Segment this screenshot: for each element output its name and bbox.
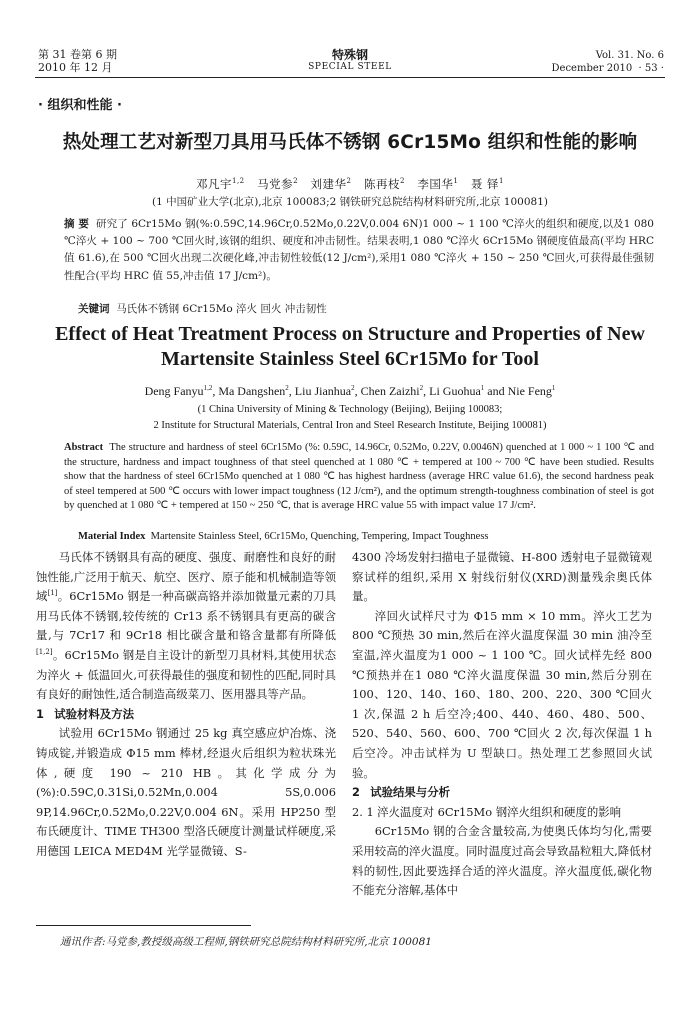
author-cn: 聂 铎$^1$: [470, 177, 504, 191]
abstract-cn-text: 研究了 6Cr15Mo 钢(%:0.59C,14.96Cr,0.52Mo,0.22V,0.004 6N)1 000 ~ 1 100 ℃淬火的组织和硬度,以及1 080 ℃淬火 + 100 ~ 700 ℃回火时,该钢的组织、硬度和冲击韧性。结果表明,1 080 ℃淬火 6Cr15Mo 钢硬度值最高(平均 HRC 值 61.6),在 500 ℃回火出现二次硬化峰,冲击韧性较低(12 J/cm²),采用1 080 ℃淬火 + 150 ~ 250 ℃回火,可获得最佳强韧性配合(平均 HRC 值 55,冲击值 17 J/cm²)。: [64, 218, 654, 282]
paper-title-en: Effect of Heat Treatment Process on Structure and Properties of New Martensite Stainless Steel 6Cr15Mo for Tool: [55, 323, 645, 370]
date-en: December 2010: [551, 63, 633, 74]
authors-cn: [0, 176, 700, 192]
abstract-en-label: Abstract: [64, 442, 104, 453]
header-rule: [35, 77, 665, 78]
affiliation-cn: (1 中国矿业大学(北京),北京 100083;2 钢铁研究总院结构材料研究所,北京 100081): [152, 196, 548, 208]
materials-paragraph-cont: 4300 冷场发射扫描电子显微镜、H-800 透射电子显微镜观察试样的组织,采用 X 射线衍射仪(XRD)测量残余奥氏体量。: [352, 550, 652, 604]
author-en: Deng Fanyu$^{1,2}$,: [144, 384, 219, 398]
author-cn: 李国华$^1$: [417, 177, 459, 191]
citation[interactable]: [1,2]: [36, 648, 53, 657]
materials-paragraph: 试验用 6Cr15Mo 钢通过 25 kg 真空感应炉冶炼、浇铸成锭,并锻造成 Φ15 mm 棒材,经退火后组织为粒状珠光体,硬度 190 ~ 210 HB。其化学成分为(%):0.59C,0.31Si,0.52Mn,0.004 5S,0.006 9P,14.96Cr,0.52Mo,0.22V,0.004 6N。采用 HP250 型布氏硬度计、TIME TH300 型洛氏硬度计测量试样硬度,采用德国 LEICA MED4M 光学显微镜、S-: [36, 726, 336, 858]
footnote-rule: [36, 925, 251, 926]
abstract-en-text: The structure and hardness of steel 6Cr15Mo (%: 0.59C, 14.96Cr, 0.52Mo, 0.22V, 0.0046N) quenched at 1 000 ~ 1 100 ℃ and the structure, hardness and impact toughness of that steel quenched at 1 080 ℃ + tempered at 100 ~ 700 ℃ have been studied. Results show that the hardness of steel 6Cr15Mo quenched at 1 080 ℃ has highest hardness (average HRC value 61.6), the second hardness peak of steel tempered at 500 ℃ occurs with lower impact toughness (12 J/cm²), and the optimum strength-toughness combination of steel is got by quenched at 1 080 ℃ + tempered at 150 ~ 250 ℃, that is average HRC value 55 with impact value 17 J/cm².: [64, 442, 654, 511]
volume-en: Vol. 31. No. 6: [595, 50, 664, 61]
body-column-left: [36, 548, 336, 862]
author-en: Ma Dangshen$^2$,: [218, 384, 295, 398]
section-heading: 1 试验材料及方法: [36, 706, 134, 721]
heat-treatment-paragraph: 淬回火试样尺寸为 Φ15 mm × 10 mm。淬火工艺为 800 ℃预热 30 min,然后在淬火温度保温 30 min 油冷至室温,淬火温度为1 000 ~ 1 100 ℃。回火试样先经 800 ℃预热并在1 080 ℃淬火温度保温 30 min,然后分别在 100、120、140、160、180、200、220、300 ℃回火 1 次,保温 2 h 后空冷;400、440、460、480、500、520、540、560、600、700 ℃回火 2 次,每次保温 1 h 后空冷。冲击试样为 U 型缺口。热处理工艺参照回火试验。: [352, 608, 652, 780]
journal-name-en: SPECIAL STEEL: [308, 62, 392, 72]
abstract-cn-label: 摘 要: [64, 218, 90, 230]
author-cn: 陈再枝$^2$: [363, 177, 405, 191]
keywords-cn-text: 马氏体不锈钢 6Cr15Mo 淬火 回火 冲击韧性: [116, 303, 327, 315]
citation[interactable]: [1]: [47, 589, 58, 598]
keywords-en-text: Martensite Stainless Steel, 6Cr15Mo, Quenching, Tempering, Impact Toughness: [150, 531, 489, 542]
intro-paragraph: 马氏体不锈钢具有高的硬度、强度、耐磨性和良好的耐蚀性能,广泛用于航天、航空、医疗、原子能和机械制造等领域[1]。6Cr15Mo 钢是一种高碳高铬并添加微量元素的刀具用马氏体不锈钢,较传统的 Cr13 系不锈钢具有更高的碳含量,与 7Cr17 和 9Cr18 相比碳含量和铬含量都有所降低[1,2]。6Cr15Mo 钢是自主设计的新型刀具材料,其使用状态为淬火 + 低温回火,可获得最佳的强度和韧性的匹配,同时具有良好的耐蚀性,适合制造高级菜刀、医用器具等产品。: [36, 550, 336, 702]
paper-title-cn: 热处理工艺对新型刀具用马氏体不锈钢 6Cr15Mo 组织和性能的影响: [62, 132, 638, 153]
author-cn: 马党参$^2$: [257, 177, 299, 191]
journal-name-cn: 特殊钢: [331, 48, 368, 62]
date-cn: 2010 年 12 月: [38, 61, 113, 74]
author-en: Chen Zaizhi$^2$,: [360, 384, 430, 398]
page-number: · 53 ·: [638, 63, 664, 74]
author-en: Nie Feng$^1$: [507, 384, 556, 398]
authors-en: [0, 384, 700, 399]
keywords-en-label: Material Index: [78, 531, 146, 542]
subsection-heading: 2. 1 淬火温度对 6Cr15Mo 钢淬火组织和硬度的影响: [352, 804, 621, 819]
running-header-left: [38, 48, 117, 74]
volume-cn: 第 31 卷第 6 期: [38, 48, 117, 61]
corresponding-author-footnote: 通讯作者:马党参,教授级高级工程师,钢铁研究总院结构材料研究所,北京 100081: [60, 936, 432, 948]
author-en: Li Guohua$^1$ and: [429, 384, 508, 398]
affiliation-en-line-2: 2 Institute for Structural Materials, Central Iron and Steel Research Institute, Beijing 100081): [153, 420, 547, 431]
affiliation-en: [0, 402, 700, 434]
keywords-cn-label: 关键词: [78, 303, 110, 315]
running-header-right: [552, 49, 664, 75]
author-cn: 邓凡宇$^{1,2}$: [196, 177, 245, 191]
author-cn: 刘建华$^2$: [310, 177, 352, 191]
keywords-en: [78, 531, 658, 542]
keywords-cn: [78, 301, 658, 316]
body-column-right: [352, 548, 652, 901]
author-en: Liu Jianhua$^2$,: [294, 384, 361, 398]
abstract-cn: [64, 216, 654, 285]
results-paragraph: 6Cr15Mo 钢的合金含量较高,为使奥氏体均匀化,需要采用较高的淬火温度。同时温度过高会导致晶粒粗大,降低材料的韧性,因此要选择合适的淬火温度。淬火温度低,碳化物不能充分溶解,基体中: [352, 824, 652, 898]
section-heading: 2 试验结果与分析: [352, 785, 450, 800]
running-header-center: [250, 48, 450, 73]
section-tag: · 组织和性能 ·: [38, 98, 122, 113]
affiliation-en-line-1: (1 China University of Mining & Technology (Beijing), Beijing 100083;: [197, 404, 503, 415]
abstract-en: [64, 441, 654, 514]
